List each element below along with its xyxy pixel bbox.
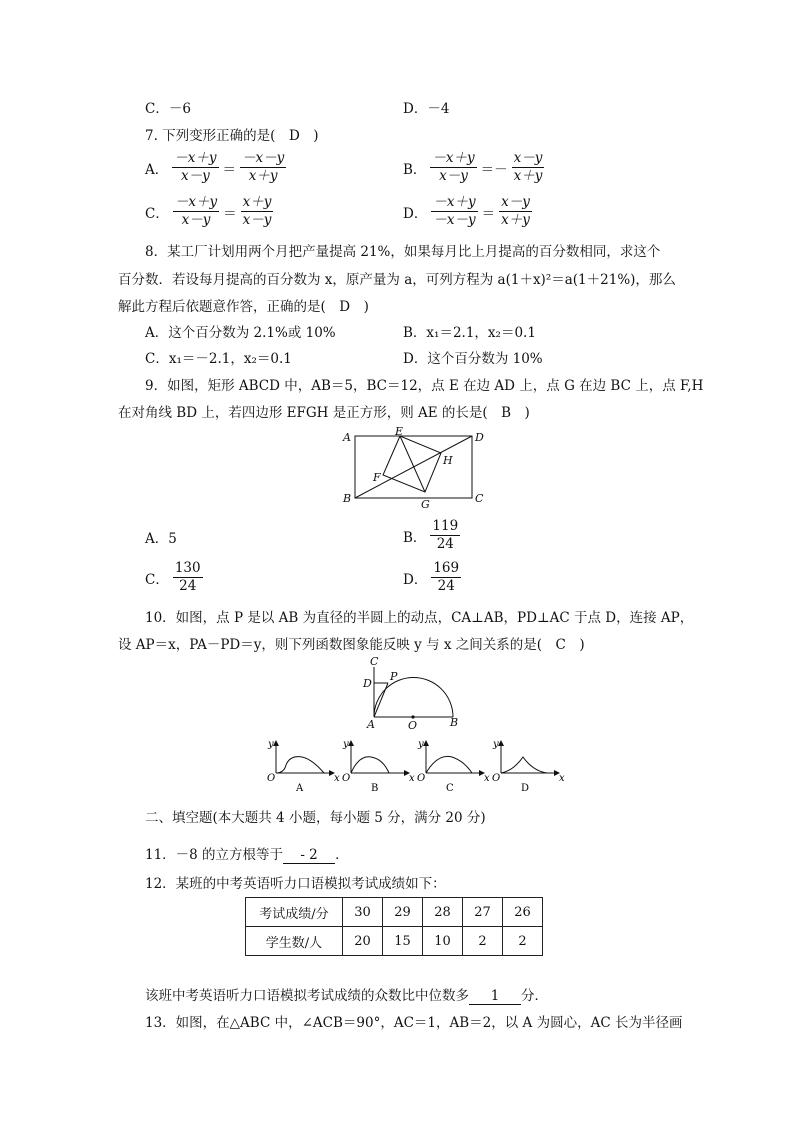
q8-option-a: A．这个百分数为 2.1%或 10% xyxy=(145,325,336,341)
q7-option-a: A． $\frac{-x+y}{x-y}$ ＝ $\frac{-x-y}{x+y}$ xyxy=(145,150,285,184)
svg-text:O: O xyxy=(492,773,501,784)
fig10-label-p: P xyxy=(390,670,398,683)
q6-option-c: C．－6 xyxy=(145,101,191,117)
fig9-label-h: H xyxy=(443,454,453,467)
fig9-label-g: G xyxy=(421,498,430,511)
q10-line-2: 设 AP＝x，PA－PD＝y，则下列函数图象能反映 y 与 x 之间关系的是( C ) xyxy=(118,637,585,653)
fig9-label-e: E xyxy=(395,425,404,438)
q9-line-1: 9．如图，矩形 ABCD 中，AB＝5，BC＝12，点 E 在边 AD 上，点 G 在边 BC 上，点 F,H xyxy=(145,378,704,394)
fig9-label-f: F xyxy=(373,471,381,484)
q6-option-d: D．－4 xyxy=(403,101,450,117)
svg-text:O: O xyxy=(342,773,351,784)
q11: 11．－8 的立方根等于 - 2 ． xyxy=(145,847,349,863)
q7-option-b: B． $\frac{-x+y}{x-y}$ ＝－ $\frac{x-y}{x+y}$ xyxy=(403,150,543,184)
fig10-label-c: C xyxy=(370,655,379,668)
table-cell: 2 xyxy=(503,927,543,956)
q8-option-c: C．x₁＝－2.1，x₂＝0.1 xyxy=(145,351,292,367)
q12-score-table xyxy=(245,897,543,956)
table-cell: 学生数/人 xyxy=(246,927,343,956)
svg-text:x: x xyxy=(409,773,415,784)
graph-option-a xyxy=(267,739,340,794)
svg-text:O: O xyxy=(267,773,276,784)
fig9-label-d: D xyxy=(475,431,484,444)
q8-line-3: 解此方程后依题意作答，正确的是( D ) xyxy=(118,299,369,315)
q8-option-b: B．x₁＝2.1，x₂＝0.1 xyxy=(403,325,536,341)
q12-question: 该班中考英语听力口语模拟考试成绩的众数比中位数多 1 分． xyxy=(145,988,548,1004)
table-cell: 10 xyxy=(423,927,463,956)
svg-text:y: y xyxy=(268,739,274,750)
q10-answer-graphs xyxy=(262,735,565,795)
fig9-label-a: A xyxy=(343,431,351,444)
table-cell: 20 xyxy=(343,927,383,956)
line-ap xyxy=(374,683,388,717)
table-cell: 考试成绩/分 xyxy=(246,898,343,927)
svg-text:x: x xyxy=(334,773,340,784)
q11-answer: - 2 xyxy=(283,847,335,864)
fig10-label-a: A xyxy=(367,718,375,731)
q9-option-d: D． $\frac{169}{24}$ xyxy=(403,560,460,594)
fig9-label-c: C xyxy=(475,492,484,505)
svg-text:x: x xyxy=(484,773,490,784)
svg-text:y: y xyxy=(493,739,499,750)
svg-text:O: O xyxy=(417,773,426,784)
q12-answer: 1 xyxy=(469,988,521,1005)
table-cell: 28 xyxy=(423,898,463,927)
table-cell: 15 xyxy=(383,927,423,956)
q7-option-c: C． $\frac{-x+y}{x-y}$ ＝ $\frac{x+y}{x-y}$ xyxy=(145,194,272,228)
svg-text:D: D xyxy=(521,783,530,794)
q9-rectangle-figure xyxy=(335,426,485,512)
fig9-label-b: B xyxy=(343,492,352,505)
q7-option-d: D． $\frac{-x+y}{-x-y}$ ＝ $\frac{x-y}{x+y}$ xyxy=(403,194,530,228)
q13-line-1: 13．如图，在△ABC 中，∠ACB＝90°，AC＝1，AB＝2，以 A 为圆心，AC 长为半径画 xyxy=(145,1015,683,1031)
table-row xyxy=(246,927,543,956)
svg-text:B: B xyxy=(371,783,379,794)
q12-stem: 12．某班的中考英语听力口语模拟考试成绩如下： xyxy=(145,876,446,892)
fig10-label-o: O xyxy=(408,719,418,732)
svg-text:y: y xyxy=(343,739,349,750)
table-cell: 2 xyxy=(463,927,503,956)
table-row xyxy=(246,898,543,927)
section-2-heading: 二、填空题(本大题共 4 小题，每小题 5 分，满分 20 分) xyxy=(145,810,486,826)
q9-option-c: C． $\frac{130}{24}$ xyxy=(145,560,201,594)
q10-semicircle-figure xyxy=(355,653,465,731)
q9-line-2: 在对角线 BD 上，若四边形 EFGH 是正方形，则 AE 的长是( B ) xyxy=(118,405,530,421)
q9-option-a: A．5 xyxy=(145,531,177,547)
fig10-label-b: B xyxy=(450,716,459,729)
table-cell: 29 xyxy=(383,898,423,927)
graph-option-c xyxy=(417,739,490,794)
q7-stem: 7. 下列变形正确的是( D ) xyxy=(145,128,319,144)
q9-option-b: B． $\frac{119}{24}$ xyxy=(403,518,459,552)
table-cell: 27 xyxy=(463,898,503,927)
svg-text:C: C xyxy=(446,783,454,794)
table-cell: 30 xyxy=(343,898,383,927)
svg-text:A: A xyxy=(296,783,304,794)
svg-text:x: x xyxy=(559,773,565,784)
q8-line-2: 百分数．若设每月提高的百分数为 x，原产量为 a，可列方程为 a(1＋x)²＝a(1＋21%)，那么 xyxy=(118,272,676,288)
svg-text:y: y xyxy=(418,739,424,750)
graph-option-b xyxy=(342,739,415,794)
q8-line-1: 8．某工厂计划用两个月把产量提高 21%，如果每月比上月提高的百分数相同，求这个 xyxy=(145,244,661,260)
q10-line-1: 10．如图，点 P 是以 AB 为直径的半圆上的动点，CA⊥AB，PD⊥AC 于点 D，连接 AP， xyxy=(145,610,694,626)
table-cell: 26 xyxy=(503,898,543,927)
fig10-label-d: D xyxy=(363,677,372,690)
graph-option-d xyxy=(492,739,565,794)
q8-option-d: D．这个百分数为 10% xyxy=(403,351,543,367)
